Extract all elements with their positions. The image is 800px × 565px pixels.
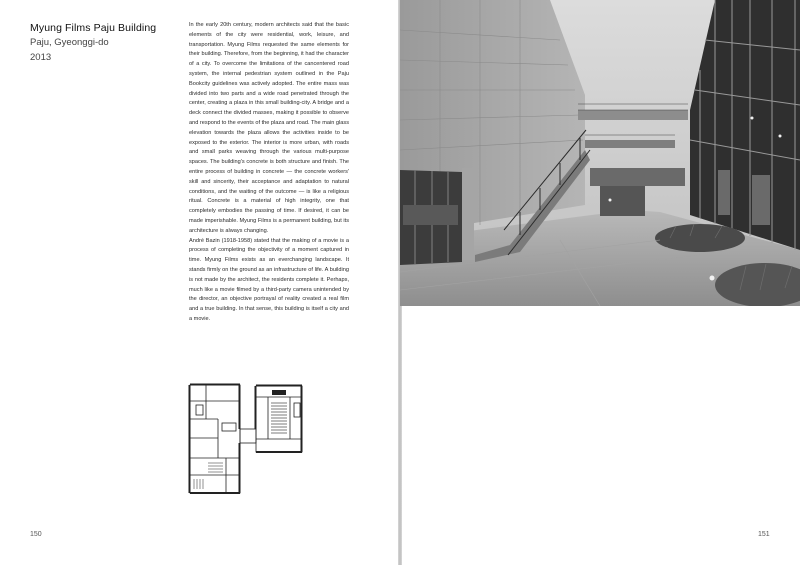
project-year: 2013 [30,52,52,63]
body-paragraph-2: André Bazin (1918-1958) stated that the making of a movie is a process of completing the objectivity of a moment captured in time. Myung Films exists as an everchanging landscape. It stands firmly on the ground as an infrastructure of life. A building is not made by the architect, the residents complete it. Perhaps, much like a movie filmed by a third-party camera unintended by the director, an objective portrayal of reality created a real film and a true building. In that sense, this building is itself a city and a movie. [189,237,349,322]
body-paragraph-1: In the early 20th century, modern architects said that the basic elements of the city were residential, work, leisure, and transportation. Myung Films requested the same elements for their building. Therefore, from the beginning, it had the character of a city. To overcome the limitations of the cancentered road system, the internal pedestrian system outlined in the Paju Bookcity guidelines was actively adopted. The entire mass was divided into two parts and a wide road penetrated through the center, creating a plaza in this small building-city. A bridge and a deck connect the divided masses, making it possible to observe and respond to the events of the plaza and road. The main glass elevation towards the plaza allows the activities inside to be exposed to the exterior. The interior is more urban, with roads and small parks weaving through the various multi-purpose spaces. The building's concrete is both structure and finish. The entire process of building in concrete — the concrete workers' skill and sincerity, their acceptance and adaptation to natural conditions, and the waiting of the outcome — is like a religious ritual. Concrete is a material of high integrity, one that completely embodies the passing of time. If desired, it can be made imperishable. Myung Films is a permanent building, but its architecture is always changing. [189,22,349,234]
building-photograph [400,0,800,306]
floor-plan-drawing [188,383,304,497]
page-number-right: 151 [758,531,770,538]
page-number-left: 150 [30,531,42,538]
project-title: Myung Films Paju Building [30,22,157,34]
project-location: Paju, Gyeonggi-do [30,37,109,48]
body-text [189,21,349,325]
